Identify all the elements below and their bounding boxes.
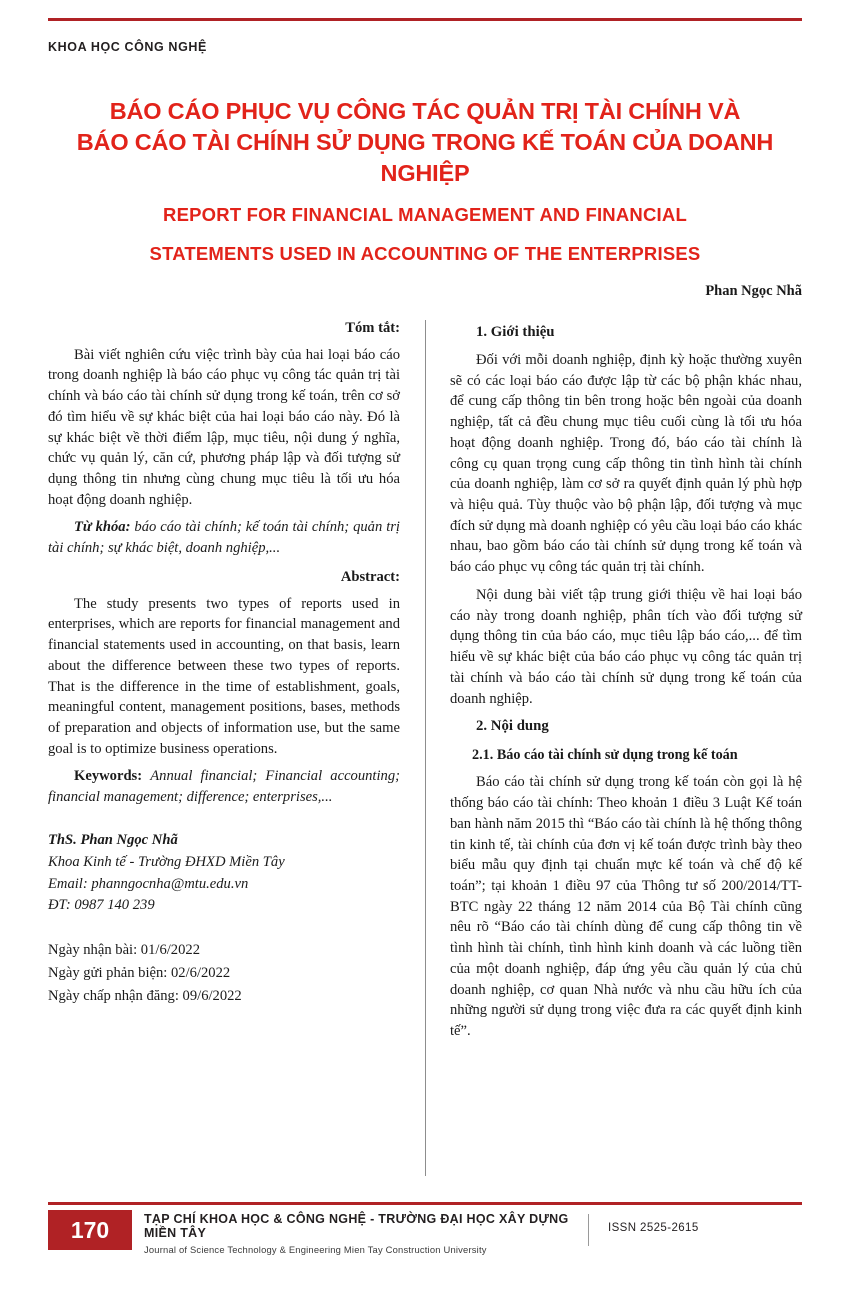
keywords-vn-label: Từ khóa: [74,519,131,536]
keywords-en-label: Keywords: [74,768,143,785]
date-received: Ngày nhận bài: 01/6/2022 [48,942,200,959]
abstract-en-text: The study presents two types of reports used in enterprises, which are reports for financial management and financial statements used in accounting, on that basis, learn about the difference between these two types of reports. That is the difference in the time of establishment, goals, meaningful content, management positions, bases, methods of preparation and objects of information use, but the same goal is to optimize business operations. [48,595,400,757]
date-accepted: Ngày chấp nhận đăng: 09/6/2022 [48,987,242,1004]
abstract-en-body [48,594,400,760]
section-1-paragraph-1: Đối với mỗi doanh nghiệp, định kỳ hoặc thường xuyên sẽ có các loại báo cáo được lập từ các bộ phận khác nhau, để cung cấp thông tin bên trong hoặc bên ngoài của doanh nghiệp, tất cả đều chung mục tiêu cuối cùng là tối ưu hóa hoạt động doanh nghiệp. Trong đó, báo cáo tài chính là công cụ quan trọng cung cấp thông tin tình hình tài chính của doanh nghiệp, làm cơ sở ra quyết định quản lý phù hợp và hiệu quả. Tùy thuộc vào bộ phận lập, đối tượng và mục đích sử dụng mà doanh nghiệp có yêu cầu loại báo cáo khác nhau, bao gồm báo cáo tài chính sử dụng trong kế toán và báo cáo phục vụ công tác quản trị tài chính. [450,352,802,576]
contact-phone: ĐT: 0987 140 239 [48,897,155,914]
contact-email[interactable]: Email: phanngocnha@mtu.edu.vn [48,875,249,892]
body-columns [48,318,802,1188]
keywords-vn [48,517,400,558]
title-english-line2: STATEMENTS USED IN ACCOUNTING OF THE ENTERPRISES [149,243,701,265]
submission-dates [48,939,400,1007]
left-column [48,318,400,1007]
section-2-1-heading: 2.1. Báo cáo tài chính sử dụng trong kế toán [472,747,738,764]
section-1-paragraph-2: Nội dung bài viết tập trung giới thiệu về hai loại báo cáo này trong doanh nghiệp, phân tích vào đối tượng sử dụng thông tin của báo cáo, mục tiêu lập báo cáo,... để tìm hiểu về sự khác biệt của báo cáo phục vụ công tác quản trị tài chính và báo cáo tài chính sử dụng trong kế toán của doanh nghiệp. [450,586,802,707]
author-contact-block [48,830,400,918]
abstract-en-label: Abstract: [340,568,400,585]
keywords-vn-text: báo cáo tài chính; kế toán tài chính; quản trị tài chính; sự khác biệt, doanh nghiệp,... [48,519,400,557]
abstract-vn-label: Tóm tắt: [345,320,400,336]
title-english-line1: REPORT FOR FINANCIAL MANAGEMENT AND FINANCIAL [163,204,687,226]
page-number: 170 [48,1210,132,1250]
keywords-en-text: Annual financial; Financial accounting; financial management; difference; enterprises,... [48,768,400,806]
section-2-heading: 2. Nội dung [476,718,549,735]
contact-affiliation: Khoa Kinh tế - Trường ĐHXD Miền Tây [48,853,285,870]
running-head: KHOA HỌC CÔNG NGHỆ [48,40,207,54]
issn-label: ISSN 2525-2615 [608,1222,699,1234]
page-footer [48,1202,802,1256]
footer-divider [588,1214,589,1246]
date-reviewed: Ngày gửi phản biện: 02/6/2022 [48,964,231,981]
column-divider [425,320,426,1176]
abstract-vn-text: Bài viết nghiên cứu việc trình bày của hai loại báo cáo trong doanh nghiệp là báo cáo phục vụ công tác quản trị tài chính và báo cáo tài chính sử dụng trong kế toán, trên cơ sở đó tìm hiểu về sự khác biệt của hai loại báo cáo này. Đó là sự khác biệt về thời điểm lập, mục tiêu, nội dung ý nghĩa, chức vụ quản lý, căn cứ, phương pháp lập và đối tượng sử dụng thông tin nhưng cùng chung mục tiêu là tối ưu hóa hoạt động doanh nghiệp. [48,346,400,508]
journal-title-vn: TẠP CHÍ KHOA HỌC & CÔNG NGHỆ - TRƯỜNG ĐẠI HỌC XÂY DỰNG MIỀN TÂY [144,1212,569,1240]
footer-rule [48,1202,802,1205]
section-2-1-paragraph-1: Báo cáo tài chính sử dụng trong kế toán còn gọi là hệ thống báo cáo tài chính: Theo khoản 1 điều 3 Luật Kế toán ban hành năm 2015 thì “Báo cáo tài chính là hệ thống thông tin kinh tế, tài chính của đơn vị kế toán được trình bày theo biểu mẫu quy định tại chuẩn mực kế toán và chế độ kế toán”; tại khoản 1 điều 97 của Thông tư số 200/2014/TT-BTC ngày 22 tháng 12 năm 2014 của Bộ Tài chính cũng nêu rõ “Báo cáo tài chính dùng để cung cấp thông tin về tình hình tài chính, tình hình kinh doanh và các luồng tiền của một doanh nghiệp, đáp ứng yêu cầu quản lý của chủ doanh nghiệp, cơ quan Nhà nước và nhu cầu hữu ích của những người sử dụng trong việc đưa ra các quyết định kinh tế”. [450,774,802,1039]
keywords-en [48,766,400,807]
title-vietnamese-line2: BÁO CÁO TÀI CHÍNH SỬ DỤNG TRONG KẾ TOÁN CỦA DOANH NGHIỆP [76,129,774,187]
section-1-heading: 1. Giới thiệu [476,324,555,340]
journal-title-block [144,1212,574,1255]
author-name: Phan Ngọc Nhã [705,283,802,299]
header-rule [48,18,802,21]
journal-title-en: Journal of Science Technology & Engineering Mien Tay Construction University [144,1244,487,1255]
title-block [48,96,802,267]
contact-name: ThS. Phan Ngọc Nhã [48,831,178,848]
title-vietnamese-line1: BÁO CÁO PHỤC VỤ CÔNG TÁC QUẢN TRỊ TÀI CHÍNH VÀ [109,98,741,124]
right-column [450,318,802,1049]
